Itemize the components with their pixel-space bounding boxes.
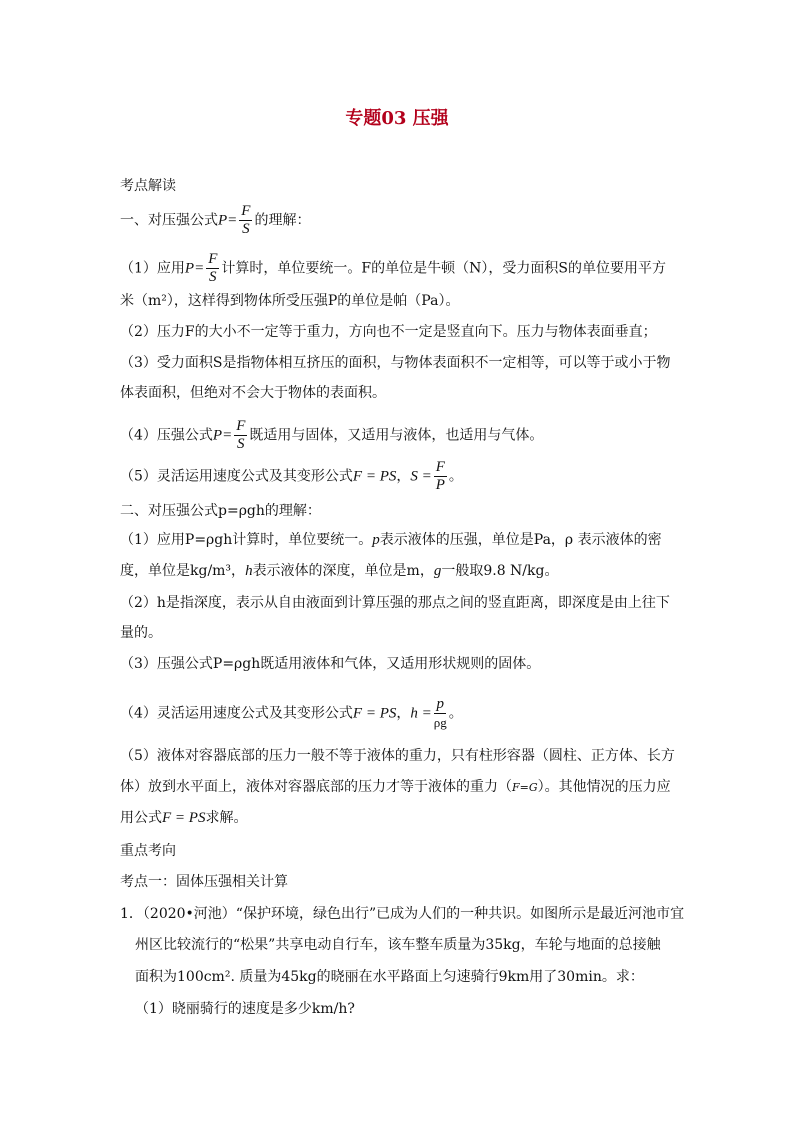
section-focus-heading: 重点考向: [120, 843, 176, 859]
fraction-f-over-s: $\frac{F}{S}$: [236, 418, 246, 452]
question1-sub1: （1）晓丽骑行的速度是多少km/h?: [135, 1001, 355, 1017]
part2-item3: （3）压强公式P=ρgh既适用液体和气体，又适用形状规则的固体。: [120, 656, 541, 672]
part2-item2-line2: 量的。: [120, 625, 162, 641]
fraction-f-over-p: $\frac{F}{P}$: [435, 459, 445, 493]
part2-heading: 二、对压强公式p=ρgh的理解：: [120, 503, 321, 519]
part2-item1-line2: 度，单位是kg/m³，h表示液体的深度，单位是m，g一般取9.8 N/kg。: [120, 563, 559, 579]
fraction-f-over-s: $\frac{F}{S}$: [208, 251, 218, 285]
part2-item5-line1: （5）液体对容器底部的压力一般不等于液体的重力，只有柱形容器（圆柱、正方体、长方: [120, 748, 675, 764]
part1-item2: （2）压力F的大小不一定等于重力，方向也不一定是竖直向下。压力与物体表面垂直；: [120, 324, 657, 340]
part2-item2-line1: （2）h是指深度，表示从自由液面到计算压强的那点之间的竖直距离，即深度是由上往下: [120, 595, 670, 611]
part2-item5-line3: 用公式F = PS求解。: [120, 810, 248, 826]
fraction-f-over-s: $\frac{F}{S}$: [241, 203, 251, 237]
part1-item1-line2: 米（m²），这样得到物体所受压强P的单位是帕（Pa）。: [120, 293, 460, 309]
part1-item5: （5）灵活运用速度公式及其变形公式F = PS，S = $\frac{F}{P}$ 。: [120, 459, 463, 493]
question1-line1: 1．（2020•河池）“保护环境，绿色出行”已成为人们的一种共识。如图所示是最近河池市宜: [120, 906, 685, 922]
point1-heading: 考点一：固体压强相关计算: [120, 874, 288, 890]
part2-item4: （4）灵活运用速度公式及其变形公式F = PS，h = $\frac{p}{\rho g}$ 。: [120, 696, 463, 730]
part1-heading: 一、对压强公式P= $\frac{F}{S}$ 的理解：: [120, 203, 311, 237]
part1-item1-line1: （1）应用P= $\frac{F}{S}$ 计算时，单位要统一。F的单位是牛顿（N），受力面积S的单位要用平方: [120, 251, 666, 285]
part2-item1-line1: （1）应用P=ρgh计算时，单位要统一。p表示液体的压强，单位是Pa，ρ 表示液体的密: [120, 532, 662, 548]
page-title: 专题03 压强: [345, 108, 449, 129]
part1-item3-line1: （3）受力面积S是指物体相互挤压的面积，与物体表面积不一定相等，可以等于或小于物: [120, 355, 671, 371]
question1-line3: 面积为100cm². 质量为45kg的晓丽在水平路面上匀速骑行9km用了30min。求：: [135, 969, 644, 985]
fraction-p-over-rho-g: $\frac{p}{\rho g}$: [433, 696, 447, 730]
question1-line2: 州区比较流行的“松果”共享电动自行车，该车整车质量为35kg，车轮与地面的总接触: [135, 937, 661, 953]
part1-item3-line2: 体表面积，但绝对不会大于物体的表面积。: [120, 385, 386, 401]
section-intro-heading: 考点解读: [120, 178, 176, 194]
part1-item4: （4）压强公式P= $\frac{F}{S}$ 既适用与固体，又适用与液体，也适用与气体。: [120, 418, 544, 452]
part2-item5-line2: 体）放到水平面上，液体对容器底部的压力才等于液体的重力（F=G）。其他情况的压力应: [120, 779, 671, 795]
